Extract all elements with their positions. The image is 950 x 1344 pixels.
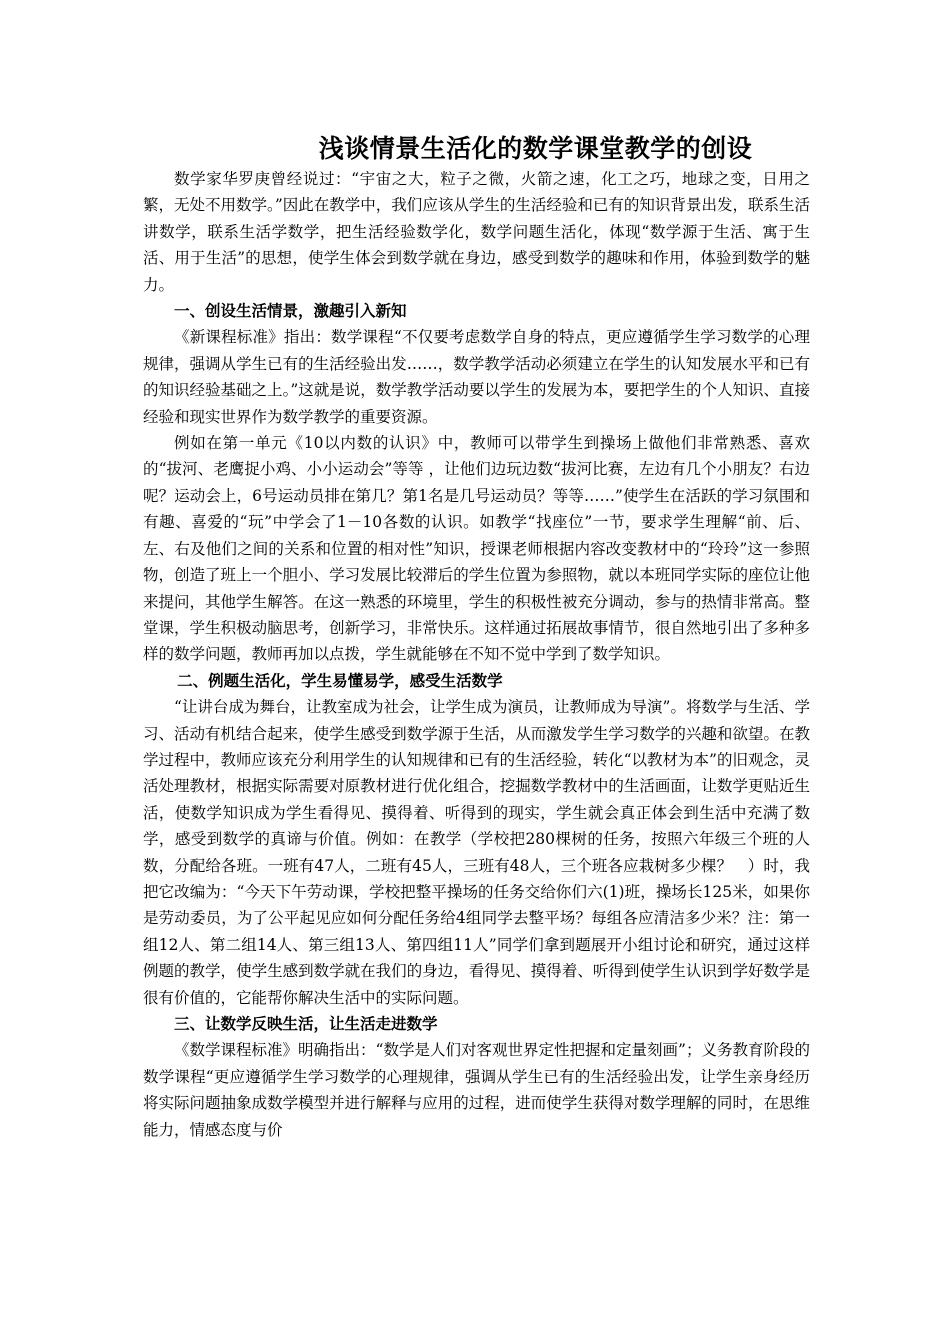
intro-paragraph: 数学家华罗庚曾经说过：“宇宙之大，粒子之微，火箭之速，化工之巧，地球之变，日用之繁，无处不用数学。”因此在教学中，我们应该从学生的生活经验和已有的知识背景出发，联系生活讲数学，联系生活学数学，把生活经验数学化，数学问题生活化，体现“数学源于生活、寓于生活、用于生活”的思想，使学生体会到数学就在身边，感受到数学的趣味和作用，体验到数学的魅力。 xyxy=(143,170,810,294)
section-heading-1: 一、创设生活情景，激趣引入新知 xyxy=(174,302,407,321)
document-page xyxy=(143,128,810,1143)
section3-paragraph-1: 《数学课程标准》明确指出：“数学是人们对客观世界定性把握和定量刻画”；义务教育阶段的数学课程“更应遵循学生学习数学的心理规律，强调从学生已有的生活经验出发，让学生亲身经历将实际问题抽象成数学模型并进行解释与应用的过程，进而使学生获得对数学理解的同时，在思维能力，情感态度与价 xyxy=(143,1041,810,1139)
section-heading-2: 二、例题生活化，学生易懂易学，感受生活数学 xyxy=(177,671,503,690)
document-title: 浅谈情景生活化的数学课堂教学的创设 xyxy=(318,134,753,163)
section1-paragraph-1: 《新课程标准》指出：数学课程“不仅要考虑数学自身的特点，更应遵循学生学习数学的心理规律，强调从学生已有的生活经验出发……，数学教学活动必须建立在学生的认知发展水平和已有的知识经验基础之上。”这就是说，数学教学活动要以学生的发展为本，要把学生的个人知识、直接经验和现实世界作为数学教学的重要资源。 xyxy=(143,328,810,426)
section2-paragraph-1: “让讲台成为舞台，让教室成为社会，让学生成为演员，让教师成为导演”。将数学与生活、学习、活动有机结合起来，使学生感受到数学源于生活，从而激发学生学习数学的兴趣和欲望。在教学过程中，教师应该充分利用学生的认知规律和已有的生活经验，转化“以教材为本”的旧观念，灵活处理教材，根据实际需要对原教材进行优化组合，挖掘数学教材中的生活画面，让数学更贴近生活，使数学知识成为学生看得见、摸得着、听得到的现实，学生就会真正体会到生活中充满了数学，感受到数学的真谛与价值。例如：在教学（学校把280棵树的任务，按照六年级三个班的人数，分配给各班。一班有47人，二班有45人，三班有48人，三个班各应栽树多少棵？ ）时，我把它改编为：“今天下午劳动课，学校把整平操场的任务交给你们六(1)班，操场长125米，如果你是劳动委员，为了公平起见应如何分配任务给4组同学去整平场？每组各应清洁多少米？注：第一组12人、第二组14人、第三组13人、第四组11人”同学们拿到题展开小组讨论和研究，通过这样例题的教学，使学生感到数学就在我们的身边，看得见、摸得着、听得到使学生认识到学好数学是很有价值的，它能帮你解决生活中的实际问题。 xyxy=(143,698,810,1007)
section-heading-3: 三、让数学反映生活，让生活走进数学 xyxy=(174,1015,438,1033)
section1-paragraph-2: 例如在第一单元《10以内数的认识》中，教师可以带学生到操场上做他们非常熟悉、喜欢的“拔河、老鹰捉小鸡、小小运动会”等等 ，让他们边玩边数“拔河比赛，左边有几个小朋友？右边呢？运动会上，6号运动员排在第几？第1名是几号运动员？等等……”使学生在活跃的学习氛围和有趣、喜爱的“玩”中学会了1－10各数的认识。如教学“找座位”一节，要求学生理解“前、后、左、右及他们之间的关系和位置的相对性”知识，授课老师根据内容改变教材中的“玲玲”这一参照物，创造了班上一个胆小、学习发展比较滞后的学生位置为参照物，就以本班同学实际的座位让他来提问，其他学生解答。在这一熟悉的环境里，学生的积极性被充分调动，参与的热情非常高。整堂课，学生积极动脑思考，创新学习，非常快乐。这样通过拓展故事情节，很自然地引出了多种多样的数学问题，教师再加以点拨，学生就能够在不知不觉中学到了数学知识。 xyxy=(143,434,810,664)
